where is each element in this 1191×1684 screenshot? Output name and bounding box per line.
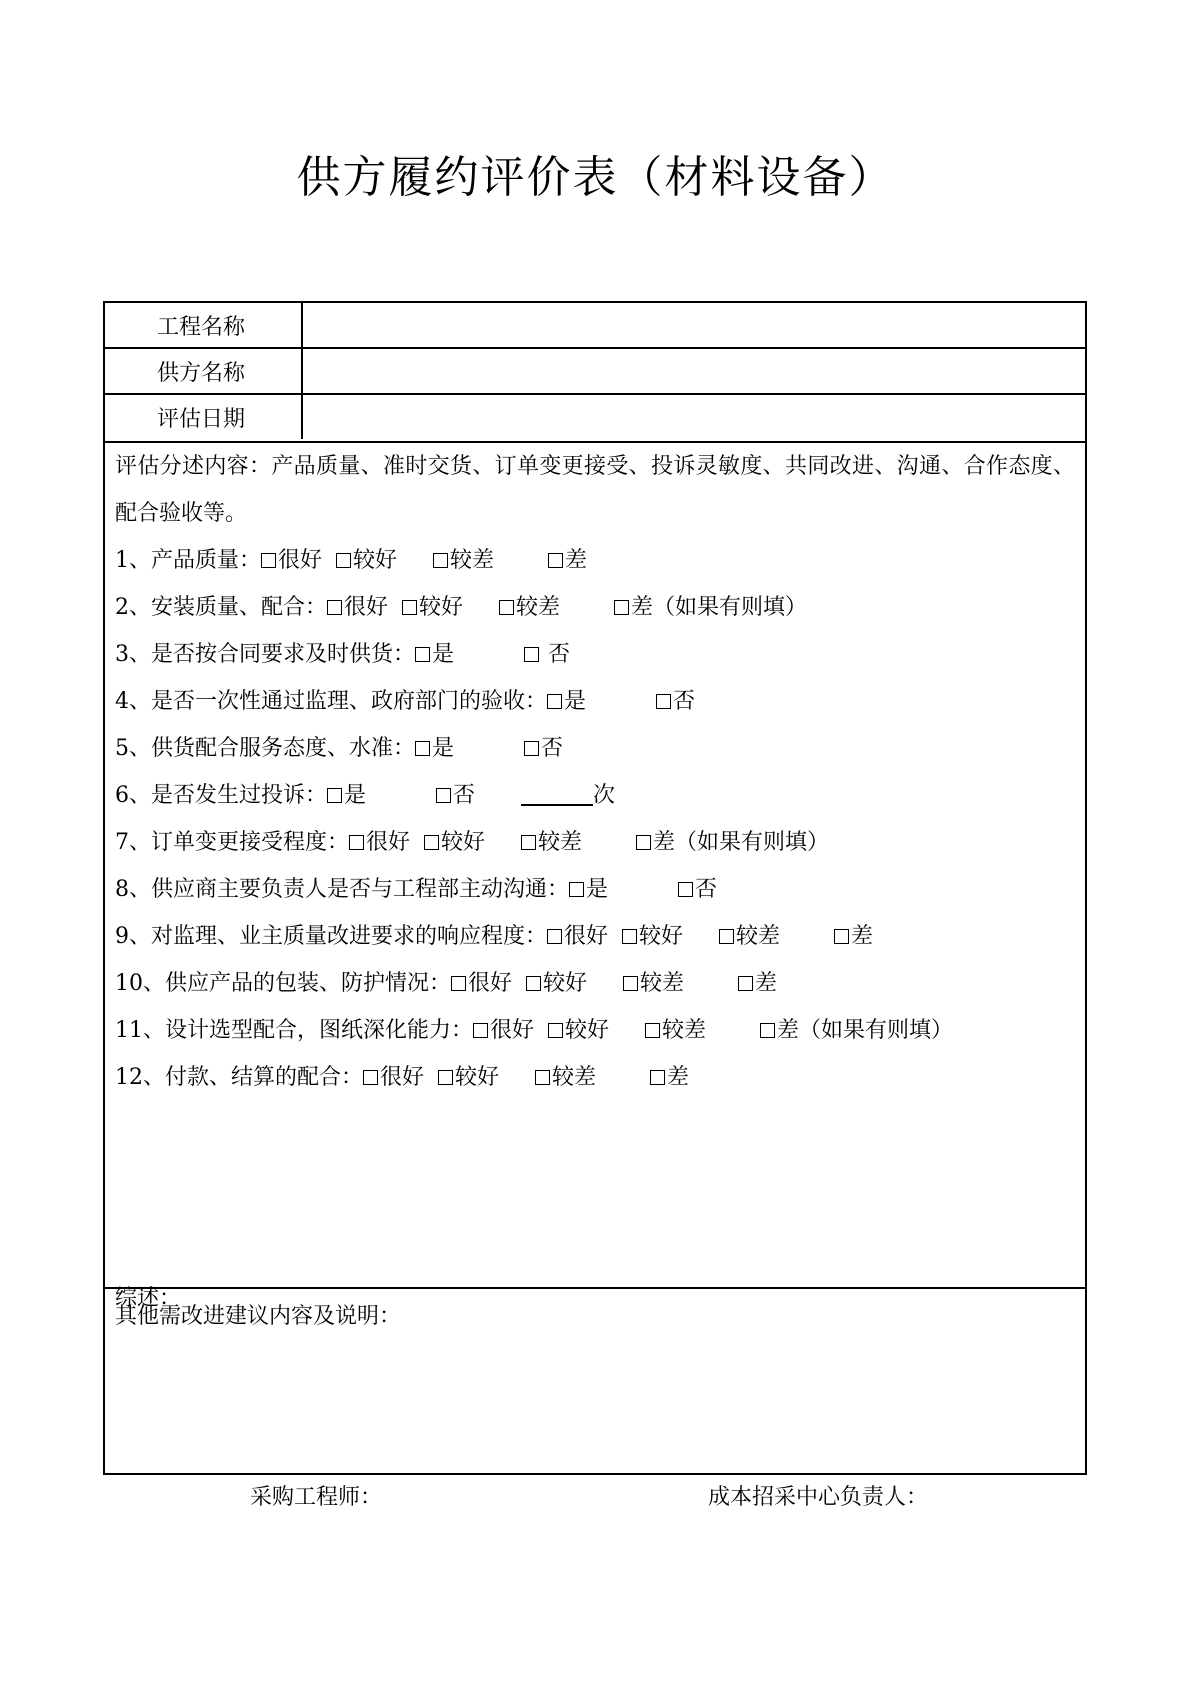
option-label: 很好	[468, 971, 513, 996]
option[interactable]	[363, 1054, 424, 1101]
option-label: 是	[586, 877, 609, 902]
option[interactable]	[547, 678, 586, 725]
page-title: 供方履约评价表（材料设备）	[296, 152, 895, 203]
procurement-head-signature: 成本招采中心负责人：	[708, 1485, 929, 1510]
other-section	[105, 1289, 1085, 1475]
evaluation-item	[115, 631, 1075, 678]
item-question: 10、供应产品的包装、防护情况：	[115, 971, 451, 996]
option-label: 差	[851, 924, 874, 949]
evaluation-form	[103, 301, 1087, 1475]
option[interactable]	[548, 537, 587, 584]
item-question: 9、对监理、业主质量改进要求的响应程度：	[115, 924, 547, 949]
evaluation-item	[115, 725, 1075, 772]
intro-text: 评估分述内容：产品质量、准时交货、订单变更接受、投诉灵敏度、共同改进、沟通、合作态度、配合验收等。	[115, 454, 1075, 526]
checkbox-icon[interactable]	[327, 600, 342, 615]
checkbox-icon[interactable]	[424, 835, 439, 850]
option-label: 是	[344, 783, 367, 808]
option-label: 是	[564, 689, 587, 714]
evaluation-item	[115, 1054, 1075, 1101]
checkbox-icon[interactable]	[363, 1070, 378, 1085]
evaluation-item	[115, 537, 1075, 584]
checkbox-icon[interactable]	[433, 553, 448, 568]
checkbox-icon[interactable]	[473, 1023, 488, 1038]
option[interactable]	[499, 584, 560, 631]
evaluation-item	[115, 866, 1075, 913]
info-label: 评估日期	[105, 395, 303, 439]
checkbox-icon[interactable]	[547, 694, 562, 709]
item-question: 2、安装质量、配合：	[115, 595, 327, 620]
option-label: 差	[565, 548, 588, 573]
option-label: 很好	[344, 595, 389, 620]
option-label: 是	[432, 642, 455, 667]
checkbox-icon[interactable]	[436, 788, 451, 803]
checkbox-icon[interactable]	[622, 929, 637, 944]
option-label: 较好	[455, 1065, 500, 1090]
option-label: 是	[432, 736, 455, 761]
checkbox-icon[interactable]	[415, 647, 430, 662]
checkbox-icon[interactable]	[656, 694, 671, 709]
item-question: 7、订单变更接受程度：	[115, 830, 349, 855]
checkbox-icon[interactable]	[524, 741, 539, 756]
info-row-project	[105, 303, 1085, 349]
option-label: 较差	[538, 830, 583, 855]
option[interactable]	[614, 584, 807, 631]
checkbox-icon[interactable]	[327, 788, 342, 803]
option[interactable]	[415, 631, 454, 678]
evaluation-item	[115, 819, 1075, 866]
option[interactable]	[834, 913, 873, 960]
option[interactable]	[402, 584, 463, 631]
option-label: 较差	[662, 1018, 707, 1043]
checkbox-icon[interactable]	[548, 1023, 563, 1038]
option-label: 较好	[353, 548, 398, 573]
item-question: 11、设计选型配合，图纸深化能力：	[115, 1018, 473, 1043]
other-label: 其他需改进建议内容及说明：	[115, 1304, 402, 1329]
item-question: 1、产品质量：	[115, 548, 261, 573]
info-label: 工程名称	[105, 303, 303, 347]
checkbox-icon[interactable]	[569, 882, 584, 897]
option-label: 差（如果有则填）	[631, 595, 808, 620]
checkbox-icon[interactable]	[719, 929, 734, 944]
evaluation-item	[115, 584, 1075, 631]
evaluation-item	[115, 913, 1075, 960]
checkbox-icon[interactable]	[636, 835, 651, 850]
option-label: 很好	[366, 830, 411, 855]
option-label: 很好	[564, 924, 609, 949]
option[interactable]	[569, 866, 608, 913]
option[interactable]	[650, 1054, 689, 1101]
count-suffix: 次	[593, 783, 616, 808]
summary-label: 综述：	[115, 1286, 182, 1311]
option-label: 否	[695, 877, 718, 902]
option[interactable]	[760, 1007, 953, 1054]
item-question: 3、是否按合同要求及时供货：	[115, 642, 415, 667]
option[interactable]	[433, 537, 494, 584]
info-row-date	[105, 395, 1085, 441]
evaluation-date-field[interactable]	[303, 395, 1085, 439]
checkbox-icon[interactable]	[760, 1023, 775, 1038]
option-label: 较差	[640, 971, 685, 996]
option-label: 差	[667, 1065, 690, 1090]
option[interactable]	[636, 819, 829, 866]
item-question: 6、是否发生过投诉：	[115, 783, 327, 808]
option[interactable]	[526, 960, 587, 1007]
checkbox-icon[interactable]	[451, 976, 466, 991]
option-label: 差（如果有则填）	[777, 1018, 954, 1043]
option-label: 较好	[639, 924, 684, 949]
option[interactable]	[336, 537, 397, 584]
option[interactable]	[473, 1007, 534, 1054]
option-label: 否	[541, 736, 564, 761]
evaluation-item	[115, 772, 1075, 819]
item-question: 12、付款、结算的配合：	[115, 1065, 363, 1090]
option[interactable]	[622, 913, 683, 960]
option[interactable]	[424, 819, 485, 866]
option[interactable]	[547, 913, 608, 960]
checkbox-icon[interactable]	[535, 1070, 550, 1085]
option[interactable]	[678, 866, 717, 913]
checkbox-icon[interactable]	[645, 1023, 660, 1038]
option-label: 差（如果有则填）	[653, 830, 830, 855]
option-label: 较好	[565, 1018, 610, 1043]
item-question: 4、是否一次性通过监理、政府部门的验收：	[115, 689, 547, 714]
option[interactable]	[548, 1007, 609, 1054]
option-label: 否	[673, 689, 696, 714]
option[interactable]	[521, 819, 582, 866]
option-label: 很好	[490, 1018, 535, 1043]
checkbox-icon[interactable]	[415, 741, 430, 756]
option-label: 很好	[278, 548, 323, 573]
option[interactable]	[623, 960, 684, 1007]
checkbox-icon[interactable]	[623, 976, 638, 991]
option-label: 较差	[736, 924, 781, 949]
checkbox-icon[interactable]	[834, 929, 849, 944]
evaluation-item	[115, 960, 1075, 1007]
checkbox-icon[interactable]	[678, 882, 693, 897]
option-label: 否	[541, 642, 571, 667]
option[interactable]	[327, 772, 366, 819]
checkbox-icon[interactable]	[614, 600, 629, 615]
option-label: 较差	[516, 595, 561, 620]
option[interactable]	[349, 819, 410, 866]
item-question: 8、供应商主要负责人是否与工程部主动沟通：	[115, 877, 569, 902]
option-label: 很好	[380, 1065, 425, 1090]
option-label: 较差	[552, 1065, 597, 1090]
complaint-count-field[interactable]	[521, 780, 593, 806]
option-label: 较好	[441, 830, 486, 855]
item-question: 5、供货配合服务态度、水准：	[115, 736, 415, 761]
option-label: 差	[755, 971, 778, 996]
option[interactable]	[738, 960, 777, 1007]
checkbox-icon[interactable]	[548, 553, 563, 568]
option[interactable]	[645, 1007, 706, 1054]
checkbox-icon[interactable]	[261, 553, 276, 568]
option[interactable]	[524, 725, 563, 772]
evaluation-item	[115, 678, 1075, 725]
option[interactable]	[535, 1054, 596, 1101]
purchasing-engineer-signature: 采购工程师：	[250, 1485, 383, 1510]
checkbox-icon[interactable]	[526, 976, 541, 991]
checkbox-icon[interactable]	[524, 647, 539, 662]
checkbox-icon[interactable]	[547, 929, 562, 944]
option[interactable]	[719, 913, 780, 960]
option-label: 较好	[543, 971, 588, 996]
checkbox-icon[interactable]	[499, 600, 514, 615]
checkbox-icon[interactable]	[402, 600, 417, 615]
supplier-name-field[interactable]	[303, 349, 1085, 393]
checkbox-icon[interactable]	[521, 835, 536, 850]
option-label: 否	[453, 783, 476, 808]
checkbox-icon[interactable]	[650, 1070, 665, 1085]
checkbox-icon[interactable]	[336, 553, 351, 568]
option[interactable]	[261, 537, 322, 584]
option[interactable]	[451, 960, 512, 1007]
info-row-supplier	[105, 349, 1085, 395]
option-label: 较差	[450, 548, 495, 573]
checkbox-icon[interactable]	[349, 835, 364, 850]
option-label: 较好	[419, 595, 464, 620]
option[interactable]	[524, 631, 570, 678]
evaluation-items	[115, 537, 1075, 1101]
info-label: 供方名称	[105, 349, 303, 393]
project-name-field[interactable]	[303, 303, 1085, 347]
option[interactable]	[415, 725, 454, 772]
option[interactable]	[327, 584, 388, 631]
evaluation-section	[105, 441, 1085, 1311]
option[interactable]	[656, 678, 695, 725]
checkbox-icon[interactable]	[738, 976, 753, 991]
option[interactable]	[436, 772, 475, 819]
option[interactable]	[438, 1054, 499, 1101]
checkbox-icon[interactable]	[438, 1070, 453, 1085]
evaluation-item	[115, 1007, 1075, 1054]
